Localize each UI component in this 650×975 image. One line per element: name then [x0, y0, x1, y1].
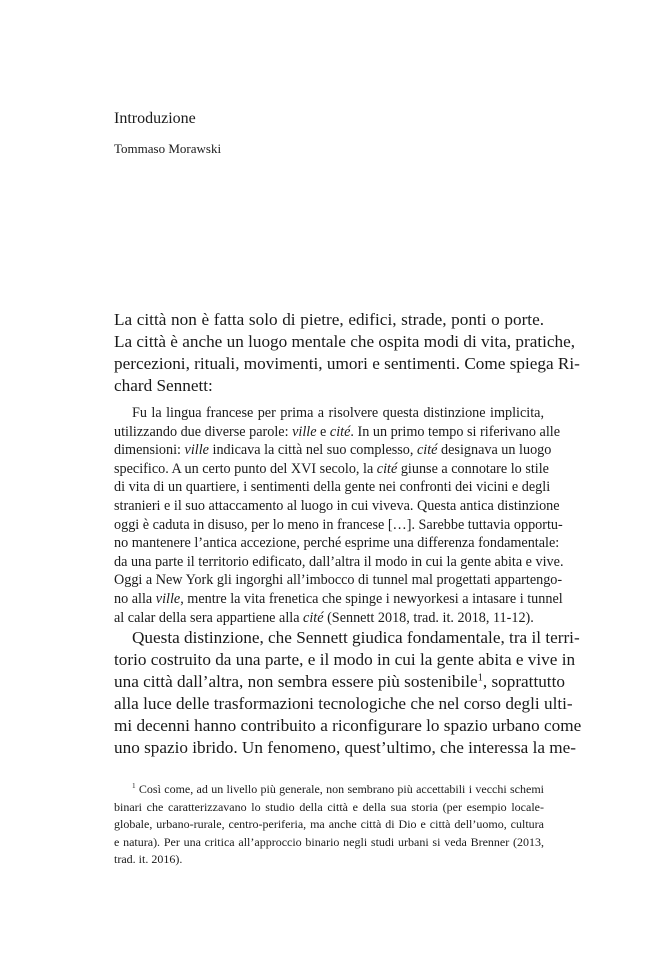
footnote-line: globale, urbano-rurale, centro-periferia, ma anche città di Dio e città dell’uomo, cultura [114, 817, 544, 832]
paragraph-line: una città dall’altra, non sembra essere più sostenibile$^1$, soprattutto [114, 672, 565, 691]
quote-line: al calar della sera appartiene alla cité (Sennett 2018, trad. it. 2018, 11-12). [114, 609, 534, 626]
quote-line: Fu la lingua francese per prima a risolvere questa distinzione implicita, [132, 405, 544, 421]
quote-line: Oggi a New York gli ingorghi all’imbocco di tunnel mal progettati appartengo- [114, 572, 563, 589]
quote-line: oggi è caduta in disuso, per lo meno in francese […]. Sarebbe tuttavia opportu- [114, 516, 563, 533]
footnote-marker: 1 [132, 782, 136, 790]
quote-line: specifico. A un certo punto del XVI secolo, la cité giunse a connotare lo stile [114, 460, 549, 477]
paragraph-line: mi decenni hanno contribuito a riconfigurare lo spazio urbano come [114, 716, 582, 735]
footnote-line: e natura). Per una critica all’approccio binario negli studi urbani si veda Brenner (2013, [114, 834, 544, 849]
author-name: Tommaso Morawski [114, 141, 222, 156]
paragraph-line: La città è anche un luogo mentale che ospita modi di vita, pratiche, [114, 332, 576, 351]
footnote-line: trad. it. 2016). [114, 852, 183, 867]
quote-line: da una parte il territorio edificato, dall’altra il modo in cui la gente abita e vive. [114, 553, 564, 570]
paragraph-line: La città non è fatta solo di pietre, edifici, strade, ponti o porte. [114, 310, 544, 329]
quote-line: dimensioni: ville indicava la città nel suo complesso, cité designava un luogo [114, 442, 552, 459]
footnote [114, 781, 544, 869]
footnote-reference[interactable]: 1 [477, 672, 483, 684]
quote-line: no alla ville, mentre la vita frenetica che spinge i newyorkesi a intasare i tunnel [114, 590, 563, 607]
chapter-title: Introduzione [114, 110, 196, 127]
paragraph-line: alla luce delle trasformazioni tecnologiche che nel corso degli ulti- [114, 694, 573, 713]
quote-line: stranieri e il suo attaccamento al luogo in cui viveva. Questa antica distinzione [114, 497, 560, 514]
paragraph-line: Questa distinzione, che Sennett giudica fondamentale, tra il terri- [132, 628, 580, 647]
paragraph-main [114, 627, 582, 759]
paragraph-line: chard Sennett: [114, 376, 213, 395]
block-quote [114, 404, 564, 627]
quote-line: di vita di un quartiere, i sentimenti della gente nei confronti dei vicini e degli [114, 479, 551, 496]
paragraph-line: percezioni, rituali, movimenti, umori e sentimenti. Come spiega Ri- [114, 354, 580, 373]
paragraph-line: torio costruito da una parte, e il modo in cui la gente abita e vive in [114, 650, 576, 669]
footnote-line: binari che caratterizzavano lo studio della città e della sua storia (per esempio locale- [114, 799, 544, 814]
quote-line: utilizzando due diverse parole: ville e cité. In un primo tempo si riferivano alle [114, 423, 560, 440]
quote-line: no mantenere l’antica accezione, perché esprime una differenza fondamentale: [114, 535, 560, 552]
paragraph-intro [114, 309, 580, 397]
footnote-line: $^1$ Così come, ad un livello più generale, non sembrano più accettabili i vecchi schemi [132, 782, 544, 796]
paragraph-line: uno spazio ibrido. Un fenomeno, quest’ultimo, che interessa la me- [114, 738, 577, 757]
